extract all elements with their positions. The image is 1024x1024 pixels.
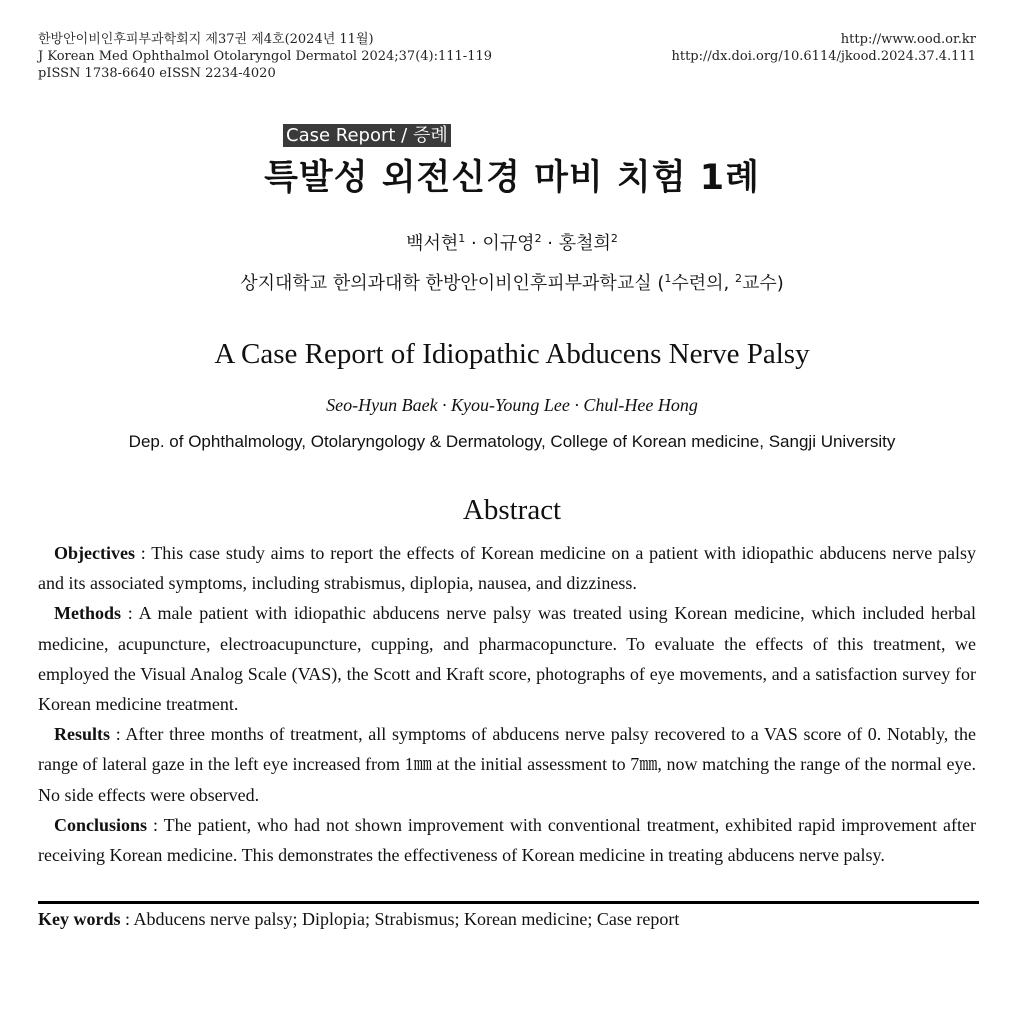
section-text: : This case study aims to report the effects of Korean medicine on a patient with idiopathic abducens nerve palsy and its associated symptoms, including strabismus, diplopia, nausea, and dizziness. bbox=[38, 543, 976, 594]
section-label: Methods bbox=[54, 603, 121, 624]
section-label: Results bbox=[54, 724, 111, 745]
author-separator: · bbox=[465, 233, 483, 254]
journal-header-left bbox=[38, 31, 492, 82]
section-text: : The patient, who had not shown improvement with conventional treatment, exhibited rapid improvement after receiving Korean medicine. This demonstrates the effectiveness of Korean medicine in treating abducens nerve palsy. bbox=[38, 814, 976, 866]
author-ko-2: 이규영 bbox=[482, 233, 535, 254]
affiliation-ko-sup2: 2 bbox=[734, 272, 742, 285]
section-text: : A male patient with idiopathic abducens nerve palsy was treated using Korean medicine, which included herbal medicine, acupuncture, electroacupuncture, cupping, and pharmacopuncture. To evaluate the effects of this treatment, we employed the Visual Analog Scale (VAS), the Scott and Kraft score, photographs of eye movements, and a satisfaction survey for Korean medicine treatment. bbox=[38, 603, 976, 715]
author-ko-3-affil: 2 bbox=[610, 232, 618, 245]
section-label: Objectives bbox=[54, 543, 135, 563]
abstract-objectives bbox=[38, 538, 976, 598]
abstract-methods bbox=[38, 598, 976, 719]
affiliation-ko-main: 상지대학교 한의과대학 한방안이비인후피부과학교실 ( bbox=[240, 273, 665, 294]
authors-english: Seo-Hyun Baek · Kyou-Young Lee · Chul-Hee Hong bbox=[326, 395, 698, 415]
affiliation-ko-role2: 교수) bbox=[741, 273, 784, 294]
affiliation-english: Dep. of Ophthalmology, Otolaryngology & Dermatology, College of Korean medicine, Sangji University bbox=[128, 432, 896, 451]
title-english: A Case Report of Idiopathic Abducens Nerve Palsy bbox=[214, 338, 810, 370]
affiliation-ko-sup1: 1 bbox=[664, 272, 672, 285]
abstract-body bbox=[38, 538, 976, 870]
abstract-heading: Abstract bbox=[462, 494, 562, 526]
abstract-results bbox=[38, 719, 976, 810]
article-type-badge-wrap bbox=[283, 124, 451, 147]
author-separator: · bbox=[541, 233, 559, 254]
abstract-conclusions bbox=[38, 810, 976, 870]
author-ko-1: 백서현 bbox=[406, 233, 459, 254]
article-type-badge: Case Report / 증례 bbox=[283, 124, 451, 147]
authors-korean bbox=[0, 230, 1024, 258]
divider-rule bbox=[38, 901, 979, 904]
journal-doi[interactable]: http://dx.doi.org/10.6114/jkood.2024.37.4.111 bbox=[671, 49, 976, 64]
author-ko-2-affil: 2 bbox=[534, 232, 542, 245]
author-ko-3: 홍철희 bbox=[558, 233, 611, 254]
keywords-label: Key words bbox=[38, 909, 121, 929]
title-korean: 특발성 외전신경 마비 치험 1례 bbox=[264, 158, 760, 198]
journal-url[interactable]: http://www.ood.or.kr bbox=[840, 32, 976, 47]
keywords bbox=[38, 905, 976, 933]
journal-citation: J Korean Med Ophthalmol Otolaryngol Dermatol 2024;37(4):111-119 bbox=[38, 49, 493, 64]
journal-header-right bbox=[671, 31, 976, 65]
affiliation-ko-role1: 수련의, bbox=[671, 273, 735, 294]
journal-korean-name: 한방안이비인후피부과학회지 제37권 제4호(2024년 11월) bbox=[38, 32, 374, 47]
section-label: Conclusions bbox=[54, 814, 148, 835]
section-text: : After three months of treatment, all symptoms of abducens nerve palsy recovered to a VAS score of 0. Notably, the range of lateral gaze in the left eye increased from 1㎜ at the initial assessment to 7㎜, now matching the range of the normal eye. No side effects were observed. bbox=[38, 724, 976, 805]
journal-issn: pISSN 1738-6640 eISSN 2234-4020 bbox=[38, 66, 276, 81]
author-ko-1-affil: 1 bbox=[458, 232, 466, 245]
affiliation-korean bbox=[0, 270, 1024, 298]
keywords-text: : Abducens nerve palsy; Diplopia; Strabismus; Korean medicine; Case report bbox=[120, 909, 680, 929]
